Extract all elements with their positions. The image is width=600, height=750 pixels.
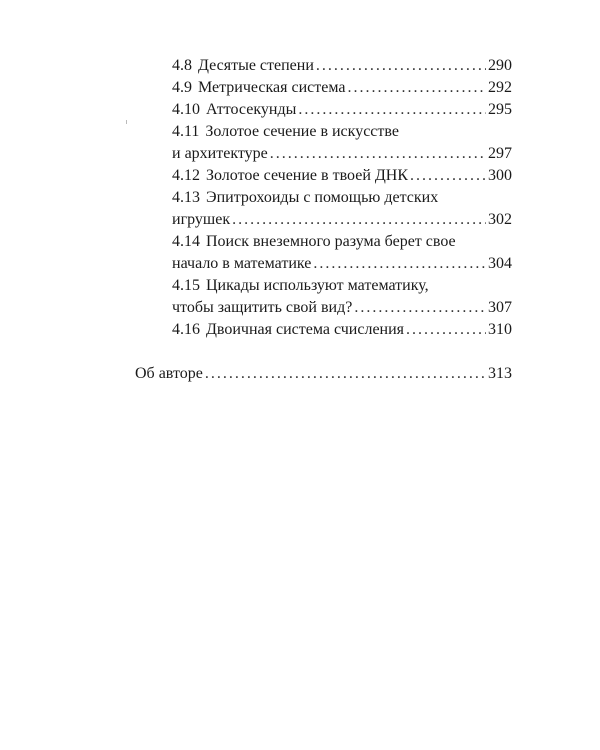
entry-page: 313 bbox=[488, 365, 512, 382]
entry-title: Эпитрохоиды с помощью детских bbox=[206, 189, 439, 206]
entry-number: 4.10 bbox=[172, 101, 200, 118]
entry-number: 4.15 bbox=[172, 277, 200, 294]
dot-leader bbox=[270, 143, 486, 165]
dot-leader bbox=[313, 253, 486, 275]
toc-entry-4-13[interactable] bbox=[172, 187, 512, 231]
dot-leader bbox=[410, 165, 486, 187]
entry-title: Двоичная система счисления bbox=[206, 321, 405, 338]
entry-number: 4.9 bbox=[172, 79, 192, 96]
toc-entry-4-8[interactable] bbox=[172, 55, 512, 77]
page-mark bbox=[126, 120, 127, 124]
entry-page: 302 bbox=[488, 211, 512, 228]
dot-leader bbox=[354, 297, 486, 319]
entry-title-continued: и архитектуре bbox=[172, 145, 268, 162]
toc-entry-about-author[interactable] bbox=[135, 363, 512, 385]
toc-entry-4-9[interactable] bbox=[172, 77, 512, 99]
entry-title: Поиск внеземного разума берет свое bbox=[206, 233, 456, 250]
dot-leader bbox=[316, 55, 486, 77]
toc-entry-4-11[interactable] bbox=[172, 121, 512, 165]
toc-entry-4-10[interactable] bbox=[172, 99, 512, 121]
entry-number: 4.13 bbox=[172, 189, 200, 206]
dot-leader bbox=[347, 77, 486, 99]
entry-title: Аттосекунды bbox=[206, 101, 297, 118]
entry-title: Десятые степени bbox=[198, 57, 314, 74]
toc-entry-4-12[interactable] bbox=[172, 165, 512, 187]
entry-page: 297 bbox=[488, 145, 512, 162]
entry-number: 4.12 bbox=[172, 167, 200, 184]
dot-leader bbox=[406, 319, 486, 341]
toc-entry-4-14[interactable] bbox=[172, 231, 512, 275]
entry-title-continued: чтобы защитить свой вид? bbox=[172, 299, 353, 316]
entry-page: 304 bbox=[488, 255, 512, 272]
entry-page: 290 bbox=[488, 57, 512, 74]
entry-title-continued: игрушек bbox=[172, 211, 231, 228]
entry-number: 4.16 bbox=[172, 321, 200, 338]
toc-entry-4-15[interactable] bbox=[172, 275, 512, 319]
entry-title-continued: начало в математике bbox=[172, 255, 312, 272]
entry-number: 4.14 bbox=[172, 233, 200, 250]
entry-number: 4.8 bbox=[172, 57, 192, 74]
entry-page: 295 bbox=[488, 101, 512, 118]
entry-page: 310 bbox=[488, 321, 512, 338]
dot-leader bbox=[298, 99, 486, 121]
toc-entry-4-16[interactable] bbox=[172, 319, 512, 341]
entry-title: Золотое сечение в искусстве bbox=[205, 123, 399, 140]
dot-leader bbox=[205, 363, 486, 385]
entry-page: 307 bbox=[488, 299, 512, 316]
entry-title: Метрическая система bbox=[198, 79, 346, 96]
entry-title: Цикады используют математику, bbox=[206, 277, 429, 294]
entry-page: 292 bbox=[488, 79, 512, 96]
entry-number: 4.11 bbox=[172, 123, 200, 140]
dot-leader bbox=[232, 209, 486, 231]
entry-page: 300 bbox=[488, 167, 512, 184]
entry-title: Об авторе bbox=[135, 365, 203, 382]
entry-title: Золотое сечение в твоей ДНК bbox=[206, 167, 409, 184]
